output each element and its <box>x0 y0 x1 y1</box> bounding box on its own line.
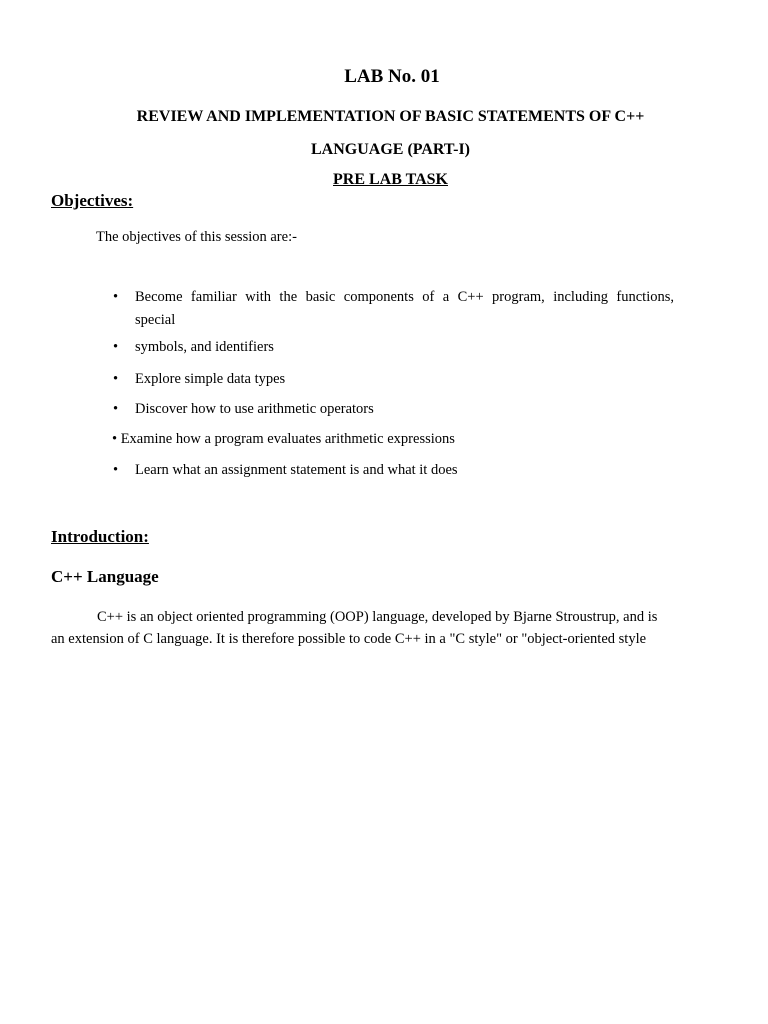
objective-item-1-line-1: Become familiar with the basic components of a C++ program, including functions, <box>135 289 674 305</box>
bullet-6: • <box>113 462 119 478</box>
intro-paragraph-line-1: C++ is an object oriented programming (OOP) language, developed by Bjarne Stroustrup, and is <box>97 609 658 625</box>
lab-number-heading: LAB No. 01 <box>344 66 440 87</box>
lab-title-line-1: REVIEW AND IMPLEMENTATION OF BASIC STATEMENTS OF C++ <box>136 108 645 125</box>
objective-item-2: symbols, and identifiers <box>135 339 274 355</box>
lab-title-line-2: LANGUAGE (PART-I) <box>311 141 470 158</box>
introduction-heading: Introduction: <box>51 527 149 546</box>
intro-paragraph-line-2: an extension of C language. It is therefore possible to code C++ in a "C style" or "object-oriented style <box>51 631 647 647</box>
bullet-4: • <box>113 401 119 417</box>
objective-item-4: Discover how to use arithmetic operators <box>135 401 374 417</box>
objective-item-1-line-2: special <box>135 312 176 328</box>
objectives-heading: Objectives: <box>51 191 134 210</box>
objective-item-5: • Examine how a program evaluates arithmetic expressions <box>112 431 455 447</box>
pre-lab-task-heading: PRE LAB TASK <box>333 171 448 188</box>
objectives-intro: The objectives of this session are:- <box>96 229 297 245</box>
objective-item-6: Learn what an assignment statement is and what it does <box>135 462 458 478</box>
bullet-2: • <box>113 339 119 355</box>
objective-item-3: Explore simple data types <box>135 371 286 387</box>
bullet-1: • <box>113 289 119 305</box>
cpp-language-heading: C++ Language <box>51 567 159 586</box>
bullet-3: • <box>113 371 119 387</box>
